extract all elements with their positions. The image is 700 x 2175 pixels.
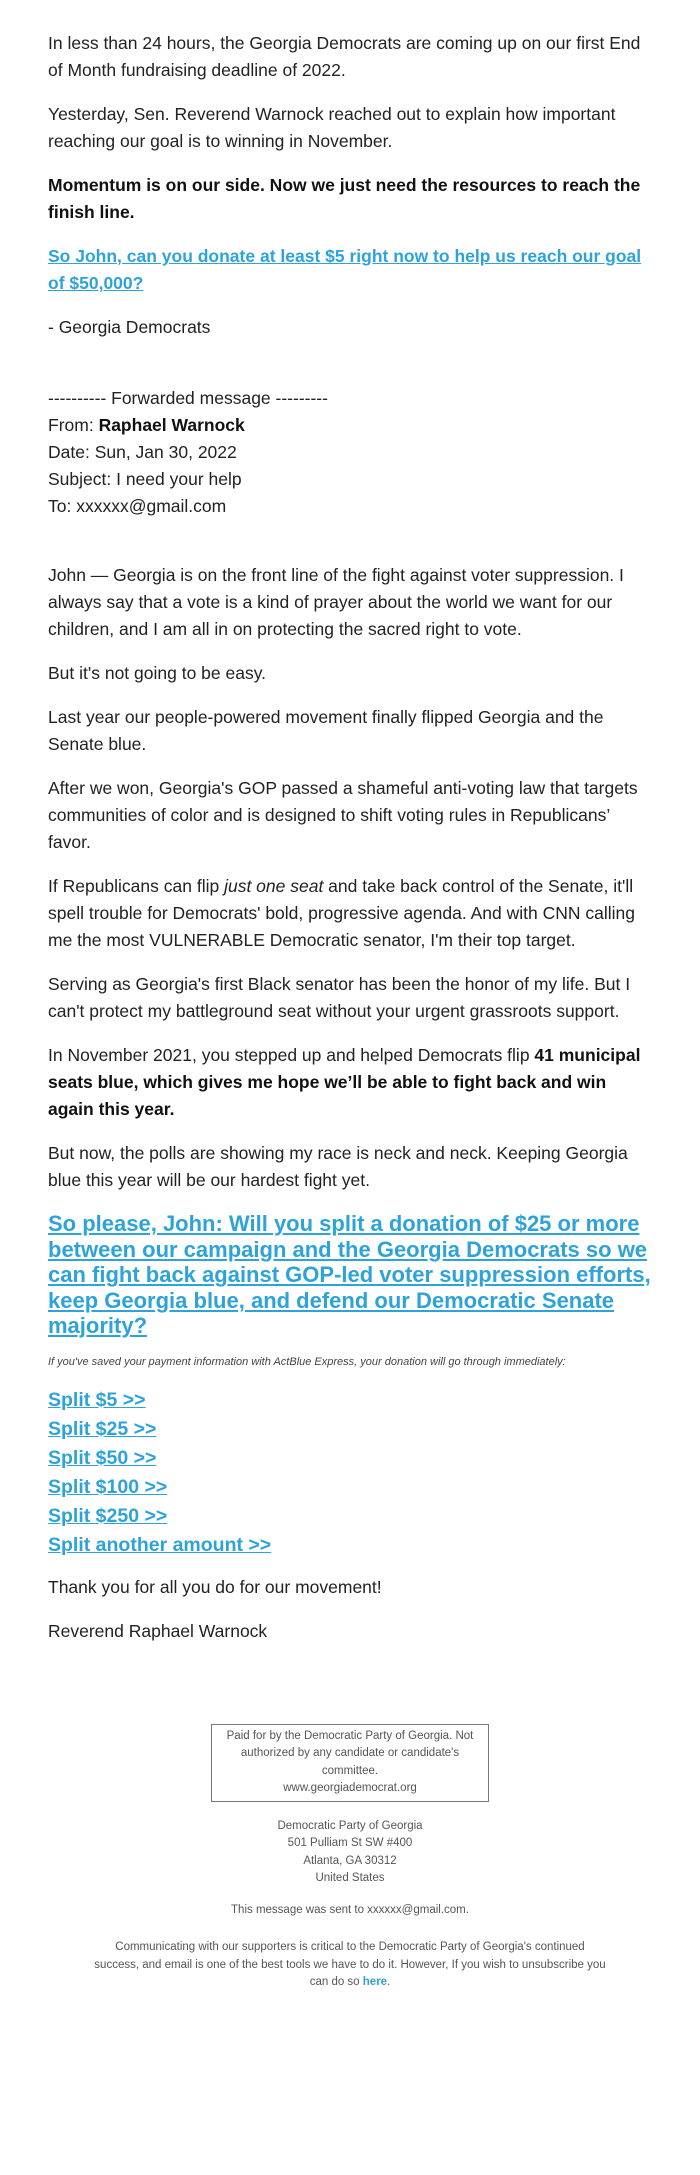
unsub-body: Communicating with our supporters is critical to the Democratic Party of Georgia's continued success, and email is one of the best tools we have to do it. However, If you wish to unsubscribe you can do so xyxy=(94,1941,606,1988)
split-5-link[interactable]: Split $5 >> xyxy=(48,1388,146,1411)
split-100-link[interactable]: Split $100 >> xyxy=(48,1475,168,1498)
split-25-link[interactable]: Split $25 >> xyxy=(48,1417,157,1440)
forwarded-header xyxy=(48,385,652,520)
split-other-amount-link[interactable]: Split another amount >> xyxy=(48,1533,272,1556)
p7-bold: 41 municipal seats blue, which gives me hope we’ll be able to fight back and win again this year. xyxy=(48,1045,641,1119)
body-paragraph-1: John — Georgia is on the front line of the fight against voter suppression. I always say that a vote is a kind of prayer about the world we want for our children, and I am all in on protecting the sacred right to vote. xyxy=(48,565,624,639)
donate-5-link[interactable]: So John, can you donate at least $5 right now to help us reach our goal of $50,000? xyxy=(48,246,642,293)
street: 501 Pulliam St SW #400 xyxy=(287,1837,413,1849)
p5-emphasis: just one seat xyxy=(224,876,324,896)
intro-paragraph-1: In less than 24 hours, the Georgia Democrats are coming up on our first End of Month fundraising deadline of 2022. xyxy=(48,33,641,80)
body-paragraph-8: But now, the polls are showing my race is neck and neck. Keeping Georgia blue this year will be our hardest fight yet. xyxy=(48,1143,628,1190)
forwarded-from xyxy=(48,412,652,439)
forwarded-title: ---------- Forwarded message --------- xyxy=(48,388,328,408)
p5-text-a: If Republicans can flip xyxy=(48,876,225,896)
p7-text-a: In November 2021, you stepped up and helped Democrats flip xyxy=(48,1045,535,1065)
unsub-period: . xyxy=(387,1976,391,1988)
intro-signature: - Georgia Democrats xyxy=(48,317,211,337)
body-paragraph-4: After we won, Georgia's GOP passed a shameful anti-voting law that targets communities of color and is designed to shift voting rules in Republicans’ favor. xyxy=(48,778,638,852)
unsubscribe-text xyxy=(48,1939,652,1992)
from-name: Raphael Warnock xyxy=(98,415,245,435)
mailing-address xyxy=(48,1818,652,1888)
intro-paragraph-2: Yesterday, Sen. Reverend Warnock reached out to explain how important reaching our goal is to winning in November. xyxy=(48,104,616,151)
unsubscribe-link[interactable]: here xyxy=(362,1976,388,1988)
paid-for-box xyxy=(211,1724,489,1802)
org-name: Democratic Party of Georgia xyxy=(277,1819,423,1832)
city: Atlanta, GA 30312 xyxy=(303,1854,397,1867)
forwarded-date: Date: Sun, Jan 30, 2022 xyxy=(48,442,237,462)
body-paragraph-7 xyxy=(48,1042,652,1123)
intro-paragraph-3: Momentum is on our side. Now we just need the resources to reach the finish line. xyxy=(48,175,641,222)
body-paragraph-5 xyxy=(48,873,652,954)
paid-for-url: www.georgiademocrat.org xyxy=(283,1782,417,1794)
from-label: From: xyxy=(48,415,99,435)
body-paragraph-6: Serving as Georgia's first Black senator has been the honor of my life. But I can't protect my battleground seat without your urgent grassroots support. xyxy=(48,974,631,1021)
split-links xyxy=(48,1386,652,1560)
body-paragraph-2: But it's not going to be easy. xyxy=(48,663,267,683)
split-donation-link[interactable]: So please, John: Will you split a donation of $25 or more between our campaign and the Georgia Democrats so we can fight back against GOP-led voter suppression efforts, keep Georgia blue, and defend our Democratic Senate majority? xyxy=(48,1211,651,1338)
split-50-link[interactable]: Split $50 >> xyxy=(48,1446,157,1469)
actblue-express-note: If you've saved your payment information with ActBlue Express, your donation will go through immediately: xyxy=(48,1355,566,1368)
signoff: Reverend Raphael Warnock xyxy=(48,1620,268,1641)
body-paragraph-3: Last year our people-powered movement finally flipped Georgia and the Senate blue. xyxy=(48,707,604,754)
forwarded-subject: Subject: I need your help xyxy=(48,469,242,489)
split-250-link[interactable]: Split $250 >> xyxy=(48,1504,168,1527)
country: United States xyxy=(315,1872,385,1884)
thanks-line: Thank you for all you do for our movement! xyxy=(48,1576,382,1597)
footer xyxy=(48,1724,652,1992)
forwarded-to: To: xxxxxx@gmail.com xyxy=(48,496,227,516)
paid-for-text: Paid for by the Democratic Party of Georgia. Not authorized by any candidate or candidate's committee. xyxy=(226,1729,474,1777)
p5-text-b: and take back control of the Senate, it'll spell trouble for Democrats' bold, progressive agenda. And with CNN calling me the most VULNERABLE Democratic senator, I'm their top target. xyxy=(48,876,635,950)
sent-to-line: This message was sent to xxxxxx@gmail.com. xyxy=(231,1903,469,1916)
